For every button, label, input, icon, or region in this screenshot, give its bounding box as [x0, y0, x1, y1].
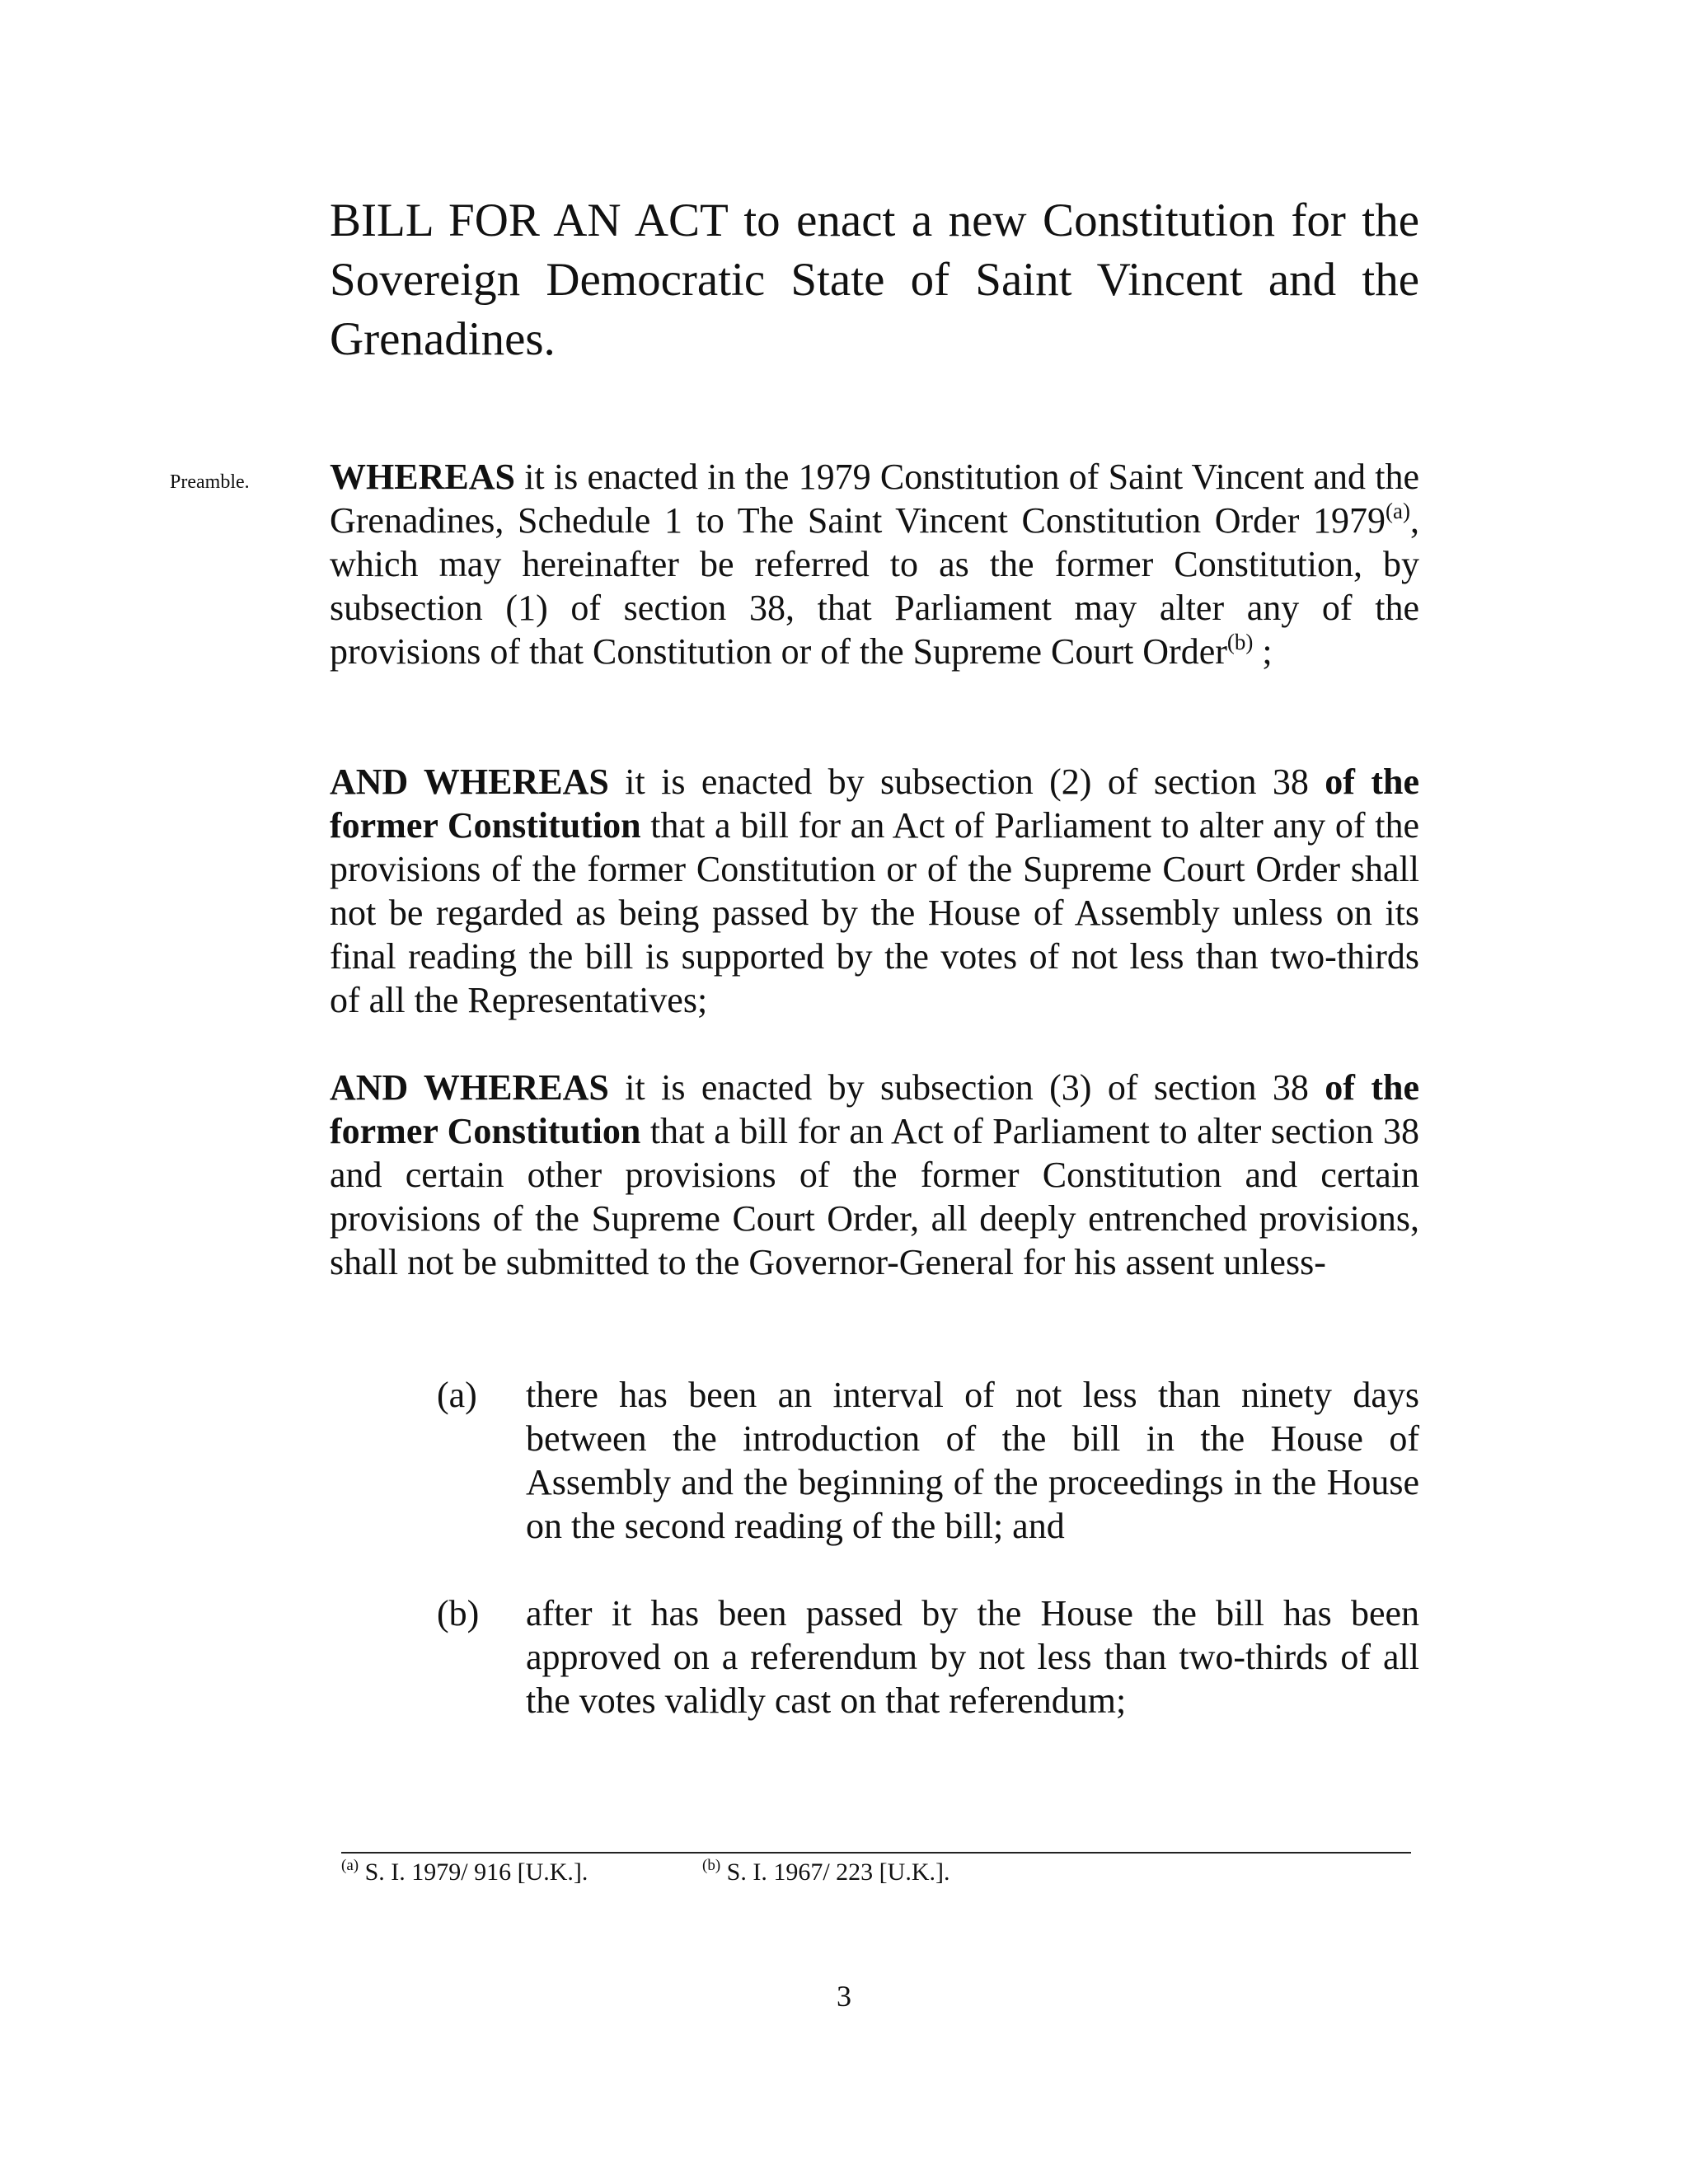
footnote-b [702, 1856, 950, 1889]
paragraph-text: it is enacted in the 1979 Constitution of Saint Vincent and the Grenadines, Schedule 1 to The Saint Vincent Constitution Order 1979 [330, 457, 1419, 541]
paragraph-text: , which may hereinafter be referred to as the former Constitution, by subsection (1) of section 38, that Parliament may alter any of the provisions of that Constitution or of the Supreme Court Order [330, 500, 1419, 672]
footnote-ref-a: (a) [1386, 499, 1410, 523]
footnote-marker: (b) [702, 1857, 721, 1874]
list-item-text: after it has been passed by the House the bill has been approved on a referendum by not less than two-thirds of all the votes validly cast on that referendum; [526, 1593, 1419, 1721]
list-item-label: (b) [437, 1593, 480, 1633]
list-item-b [437, 1591, 1419, 1722]
bold-reference: of the former Constitution [330, 1067, 1419, 1151]
footnote-ref-b: (b) [1226, 630, 1254, 654]
paragraph-text: it is enacted by subsection (2) of section 38 [608, 762, 1325, 802]
paragraph-lead: AND WHEREAS [330, 762, 609, 802]
paragraph-text: ; [1253, 631, 1273, 672]
list-item-text: there has been an interval of not less than ninety days between the introduction of the bill in the House of Assembly and the beginning of the proceedings in the House on the second reading of the bill; and [526, 1375, 1419, 1546]
paragraph-lead: WHEREAS [330, 457, 515, 497]
footnote-text: S. I. 1967/ 223 [U.K.]. [720, 1858, 950, 1886]
bold-reference: of the former Constitution [330, 762, 1419, 846]
bill-title: BILL FOR AN ACT to enact a new Constitution for the Sovereign Democratic State of Saint Vincent and the Grenadines. [330, 194, 1419, 365]
list-item-a [437, 1373, 1419, 1548]
footnote-divider [341, 1852, 1411, 1854]
list-item-label: (a) [437, 1375, 477, 1415]
preamble-paragraph-1 [330, 455, 1419, 673]
paragraph-lead: AND WHEREAS [330, 1067, 609, 1108]
paragraph-text: it is enacted by subsection (3) of section 38 [608, 1067, 1325, 1108]
footnote-a [341, 1856, 588, 1889]
page-number: 3 [837, 1980, 851, 2013]
preamble-paragraph-3 [330, 1066, 1419, 1284]
preamble-paragraph-2 [330, 760, 1419, 1022]
footnote-text: S. I. 1979/ 916 [U.K.]. [359, 1858, 588, 1886]
margin-note-preamble: Preamble. [170, 471, 250, 493]
footnote-marker: (a) [341, 1857, 359, 1874]
paragraph-text: that a bill for an Act of Parliament to alter any of the provisions of the former Constitution or of the Supreme Court Order shall not be regarded as being passed by the House of Assembly unless on its final reading the bill is supported by the votes of not less than two-thirds of all the Representatives; [330, 805, 1419, 1020]
paragraph-text: that a bill for an Act of Parliament to alter section 38 and certain other provisions of the former Constitution and certain provisions of the Supreme Court Order, all deeply entrenched provisions, shall not be submitted to the Governor-General for his assent unless- [330, 1111, 1419, 1282]
